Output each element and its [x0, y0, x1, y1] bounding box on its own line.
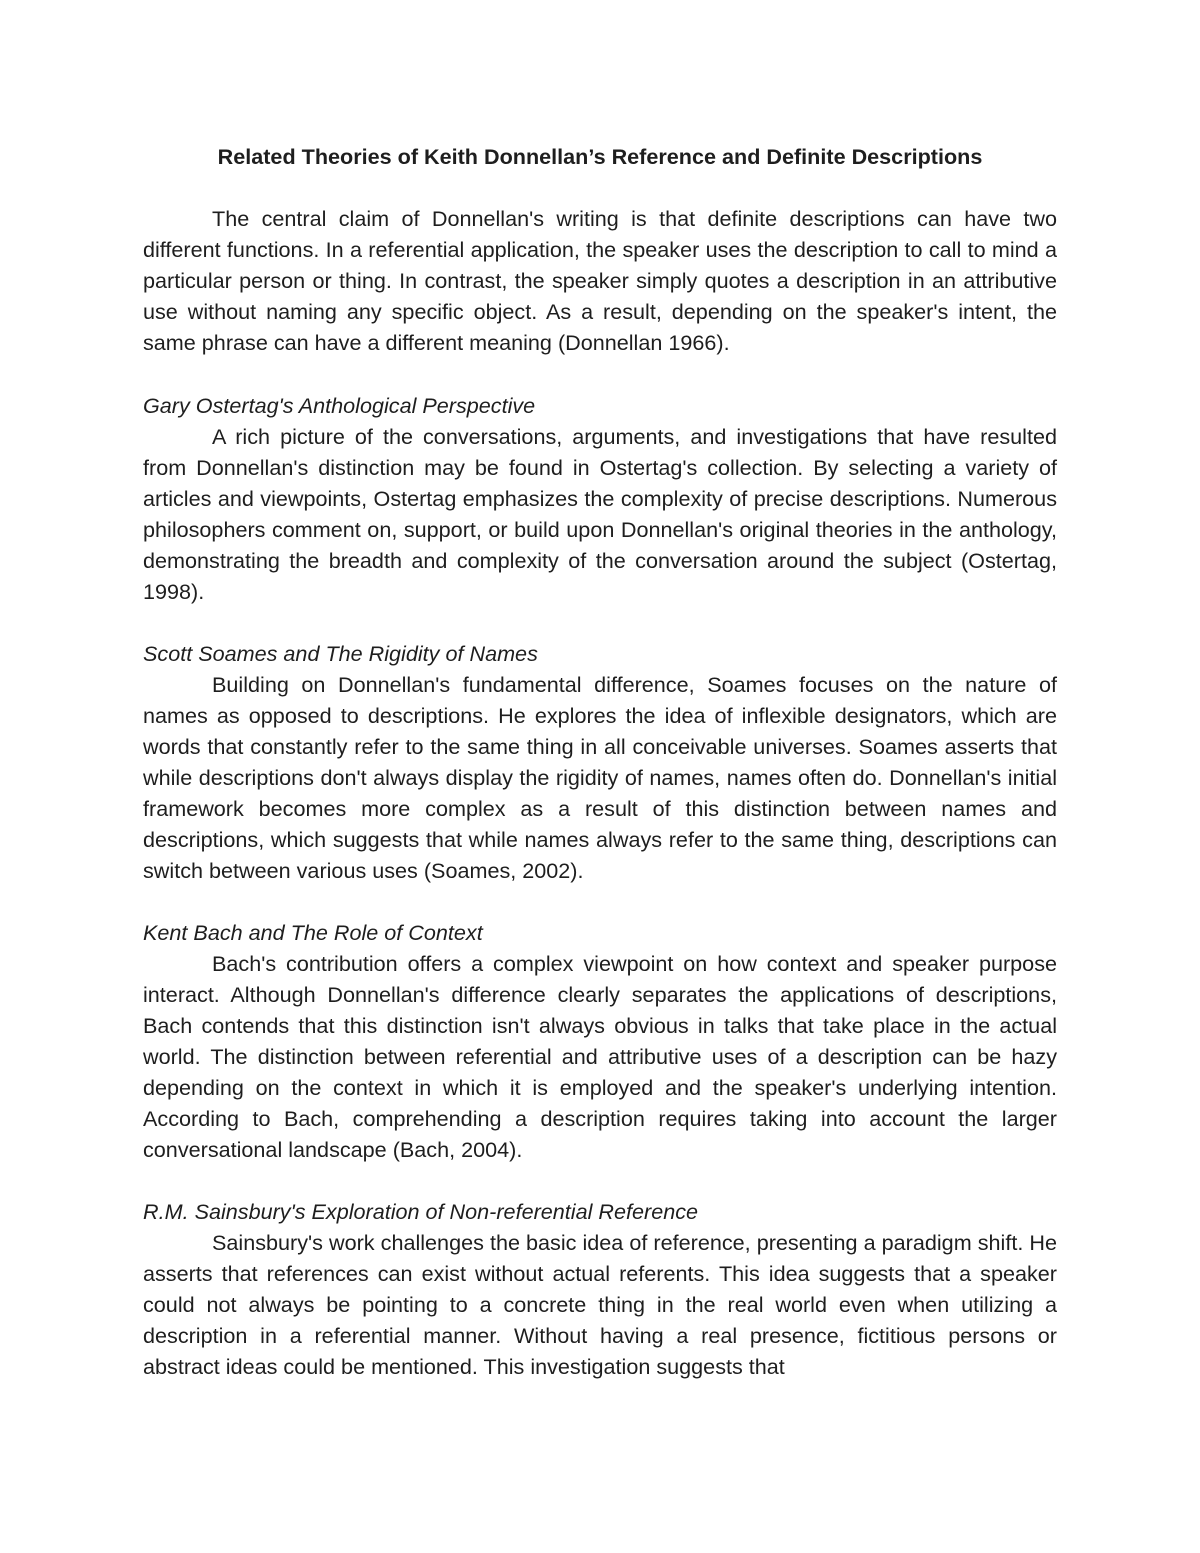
- section-bach: [143, 917, 1057, 1165]
- section-heading: Kent Bach and The Role of Context: [143, 920, 483, 945]
- section-heading: Gary Ostertag's Anthological Perspective: [143, 393, 536, 418]
- section-paragraph: A rich picture of the conversations, arguments, and investigations that have resulted from Donnellan's distinction may be found in Ostertag's collection. By selecting a variety of articles and viewpoints, Ostertag emphasizes the complexity of precise descriptions. Numerous philosophers comment on, support, or build upon Donnellan's original theories in the anthology, demonstrating the breadth and complexity of the conversation around the subject (Ostertag, 1998).: [143, 424, 1057, 604]
- section-soames: [143, 638, 1057, 886]
- section-heading: Scott Soames and The Rigidity of Names: [143, 641, 538, 666]
- document-title: Related Theories of Keith Donnellan’s Reference and Definite Descriptions: [217, 144, 983, 169]
- intro-paragraph: The central claim of Donnellan's writing is that definite descriptions can have two different functions. In a referential application, the speaker uses the description to call to mind a particular person or thing. In contrast, the speaker simply quotes a description in an attributive use without naming any specific object. As a result, depending on the speaker's intent, the same phrase can have a different meaning (Donnellan 1966).: [143, 206, 1057, 355]
- section-ostertag: [143, 390, 1057, 607]
- intro-section: [143, 203, 1057, 358]
- section-heading: R.M. Sainsbury's Exploration of Non-referential Reference: [143, 1199, 699, 1224]
- section-sainsbury: [143, 1196, 1057, 1382]
- section-paragraph: Bach's contribution offers a complex viewpoint on how context and speaker purpose interact. Although Donnellan's difference clearly separates the applications of descriptions, Bach contends that this distinction isn't always obvious in talks that take place in the actual world. The distinction between referential and attributive uses of a description can be hazy depending on the context in which it is employed and the speaker's underlying intention. According to Bach, comprehending a description requires taking into account the larger conversational landscape (Bach, 2004).: [143, 951, 1057, 1162]
- section-paragraph: Sainsbury's work challenges the basic idea of reference, presenting a paradigm shift. He asserts that references can exist without actual referents. This idea suggests that a speaker could not always be pointing to a concrete thing in the real world even when utilizing a description in a referential manner. Without having a real presence, fictitious persons or abstract ideas could be mentioned. This investigation suggests that: [143, 1230, 1057, 1379]
- section-paragraph: Building on Donnellan's fundamental difference, Soames focuses on the nature of names as opposed to descriptions. He explores the idea of inflexible designators, which are words that constantly refer to the same thing in all conceivable universes. Soames asserts that while descriptions don't always display the rigidity of names, names often do. Donnellan's initial framework becomes more complex as a result of this distinction between names and descriptions, which suggests that while names always refer to the same thing, descriptions can switch between various uses (Soames, 2002).: [143, 672, 1057, 883]
